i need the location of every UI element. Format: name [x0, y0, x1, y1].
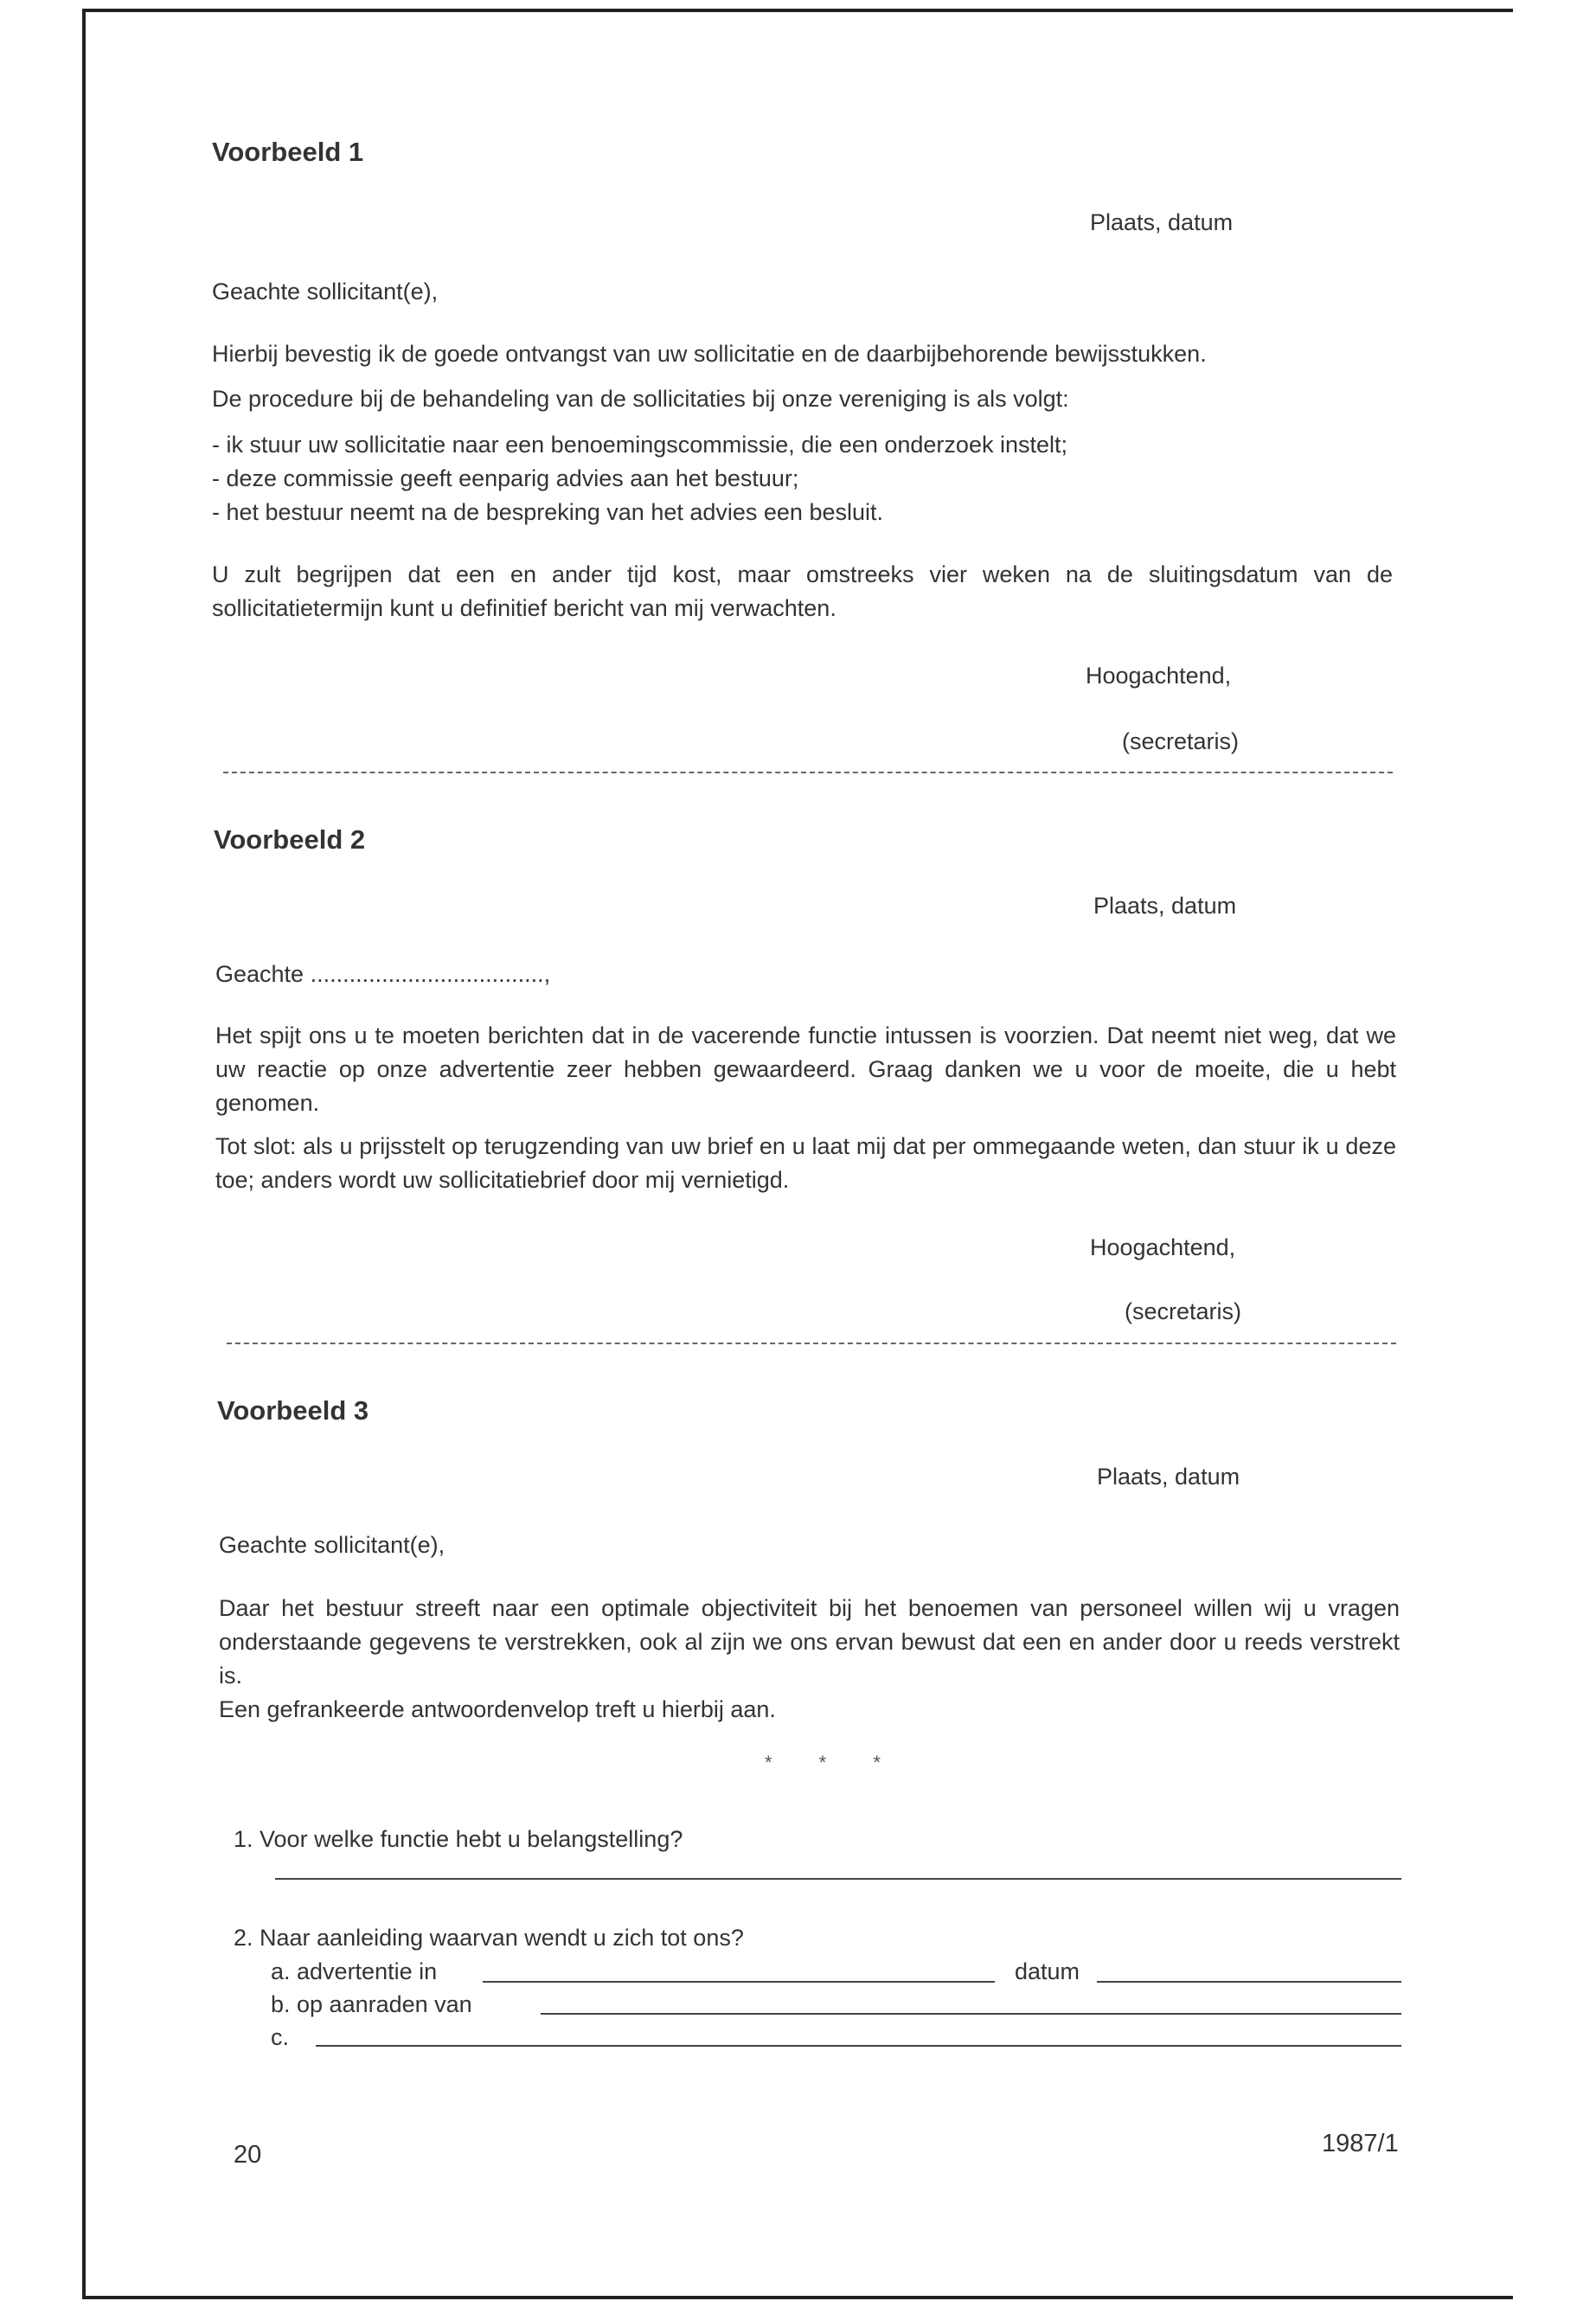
list-item: - ik stuur uw sollicitatie naar een benoemingscommissie, die een onderzoek instelt;	[212, 432, 1067, 458]
example-3-salutation: Geachte sollicitant(e),	[219, 1532, 445, 1558]
answer-line[interactable]	[316, 2045, 1401, 2047]
list-item: - het bestuur neemt na de bespreking van het advies een besluit.	[212, 499, 883, 525]
section-divider	[227, 1343, 1396, 1344]
answer-line[interactable]	[275, 1878, 1401, 1880]
example-1-paragraph-3: U zult begrijpen dat een en ander tijd kost, maar omstreeks vier weken na de sluitingsdatum van de sollicitatietermijn kunt u definitief bericht van mij verwachten.	[212, 561, 1393, 621]
example-3-place-date: Plaats, datum	[1097, 1464, 1240, 1490]
example-1-closing: Hoogachtend,	[1086, 663, 1232, 689]
example-1-signer: (secretaris)	[1122, 728, 1240, 754]
question-2a-date-label: datum	[1015, 1958, 1080, 1984]
example-2-paragraph-1: Het spijt ons u te moeten berichten dat in de vacerende functie intussen is voorzien. Dat neemt niet weg, dat we uw reactie op onze advertentie zeer hebben gewaardeerd. Graag danken we u voor de moeite, die u hebt genomen.	[215, 1022, 1396, 1116]
separator-stars: * * *	[765, 1752, 901, 1773]
example-1-paragraph-1: Hierbij bevestig ik de goede ontvangst van uw sollicitatie en de daarbijbehorende bewijsstukken.	[212, 341, 1207, 367]
question-2: 2. Naar aanleiding waarvan wendt u zich tot ons?	[234, 1925, 744, 1951]
example-1-heading: Voorbeeld 1	[212, 137, 364, 167]
issue-number: 1987/1	[1322, 2130, 1399, 2157]
example-3-heading: Voorbeeld 3	[217, 1395, 369, 1426]
question-1: 1. Voor welke functie hebt u belangstelling?	[234, 1826, 683, 1852]
example-2-place-date: Plaats, datum	[1093, 893, 1237, 919]
question-2b: b. op aanraden van	[271, 1991, 472, 2017]
question-2c: c.	[271, 2024, 290, 2050]
answer-line[interactable]	[541, 2013, 1401, 2015]
example-2-paragraph-2: Tot slot: als u prijsstelt op terugzending van uw brief en u laat mij dat per ommegaande weten, dan stuur ik u deze toe; anders wordt uw sollicitatiebrief door mij vernietigd.	[215, 1133, 1396, 1193]
example-2-closing: Hoogachtend,	[1090, 1234, 1236, 1260]
example-1-paragraph-2: De procedure bij de behandeling van de sollicitaties bij onze vereniging is als volgt:	[212, 386, 1069, 412]
example-3-paragraph-2: Een gefrankeerde antwoordenvelop treft u hierbij aan.	[219, 1696, 776, 1722]
answer-line[interactable]	[483, 1981, 995, 1983]
example-2-signer: (secretaris)	[1125, 1298, 1242, 1324]
example-1-salutation: Geachte sollicitant(e),	[212, 279, 439, 304]
list-item: - deze commissie geeft eenparig advies aan het bestuur;	[212, 465, 799, 491]
section-divider	[223, 772, 1393, 773]
answer-line[interactable]	[1097, 1981, 1401, 1983]
question-2a: a. advertentie in	[271, 1958, 438, 1984]
example-1-place-date: Plaats, datum	[1090, 209, 1234, 235]
example-3-paragraph-1: Daar het bestuur streeft naar een optimale objectiviteit bij het benoemen van personeel willen wij u vragen onderstaande gegevens te verstrekken, ook al zijn we ons ervan bewust dat een en ander door u reeds verstrekt is.	[219, 1595, 1400, 1689]
example-2-heading: Voorbeeld 2	[214, 824, 366, 855]
page-number: 20	[234, 2141, 262, 2169]
example-2-salutation: Geachte ....................................,	[215, 961, 551, 987]
